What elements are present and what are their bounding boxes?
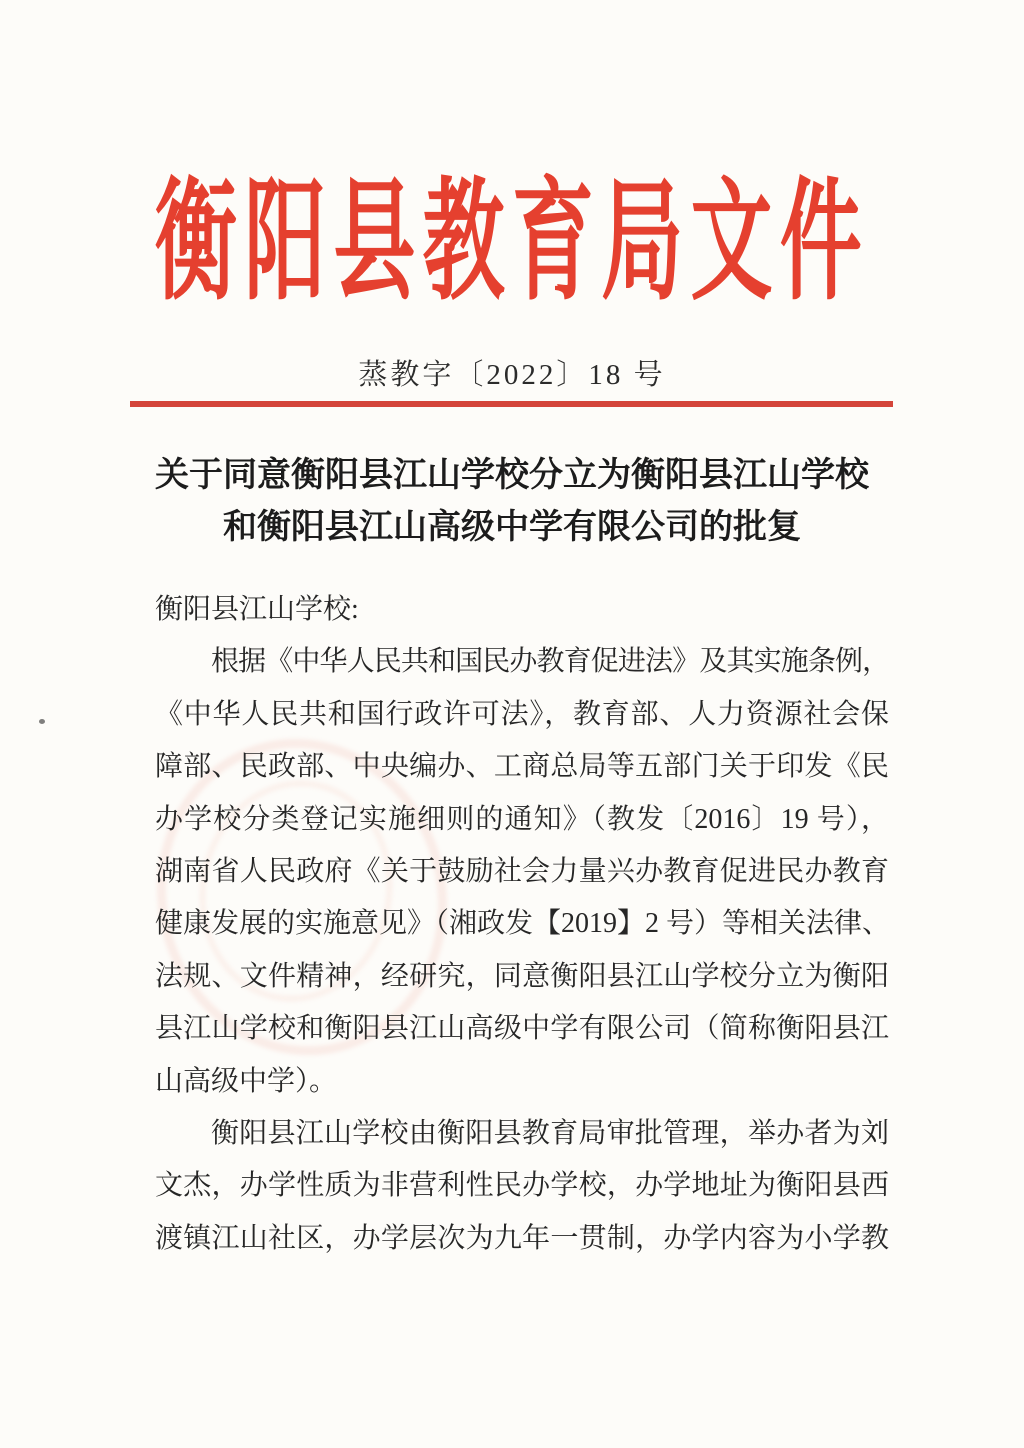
red-divider bbox=[130, 401, 893, 407]
salutation: 衡阳县江山学校: bbox=[155, 594, 359, 625]
masthead bbox=[0, 168, 1024, 318]
body-line: 衡阳县江山学校由衡阳县教育局审批管理，举办者为刘 bbox=[211, 1118, 889, 1150]
body-line: 办学校分类登记实施细则的通知》（教发〔2016〕19 号）， bbox=[155, 803, 889, 835]
ink-speck bbox=[39, 719, 45, 724]
body-line: 法规、文件精神，经研究，同意衡阳县江山学校分立为衡阳 bbox=[155, 960, 889, 992]
body-line: 文杰，办学性质为非营利性民办学校，办学地址为衡阳县西 bbox=[155, 1170, 889, 1202]
body-line: 渡镇江山社区，办学层次为九年一贯制，办学内容为小学教 bbox=[155, 1222, 889, 1254]
document-title-line-2: 和衡阳县江山高级中学有限公司的批复 bbox=[223, 508, 801, 546]
body-line: 《中华人民共和国行政许可法》，教育部、人力资源社会保 bbox=[155, 698, 889, 730]
body-line: 健康发展的实施意见》（湘政发【2019】2 号）等相关法律、 bbox=[155, 908, 891, 940]
body-line: 县江山学校和衡阳县江山高级中学有限公司（简称衡阳县江 bbox=[155, 1013, 889, 1045]
body-line: 山高级中学）。 bbox=[155, 1065, 338, 1097]
body-line: 根据《中华人民共和国民办教育促进法》及其实施条例， bbox=[211, 646, 889, 678]
body-line: 障部、民政部、中央编办、工商总局等五部门关于印发《民 bbox=[155, 751, 889, 783]
body-line: 湖南省人民政府《关于鼓励社会力量兴办教育促进民办教育 bbox=[155, 856, 889, 888]
document-body bbox=[155, 584, 889, 1265]
document-title-line-1: 关于同意衡阳县江山学校分立为衡阳县江山学校 bbox=[155, 456, 869, 494]
agency-title: 衡阳县教育局文件 bbox=[154, 169, 870, 316]
doc-number: 蒸教字〔2022〕18 号 bbox=[358, 359, 666, 391]
document-title bbox=[0, 449, 1024, 553]
